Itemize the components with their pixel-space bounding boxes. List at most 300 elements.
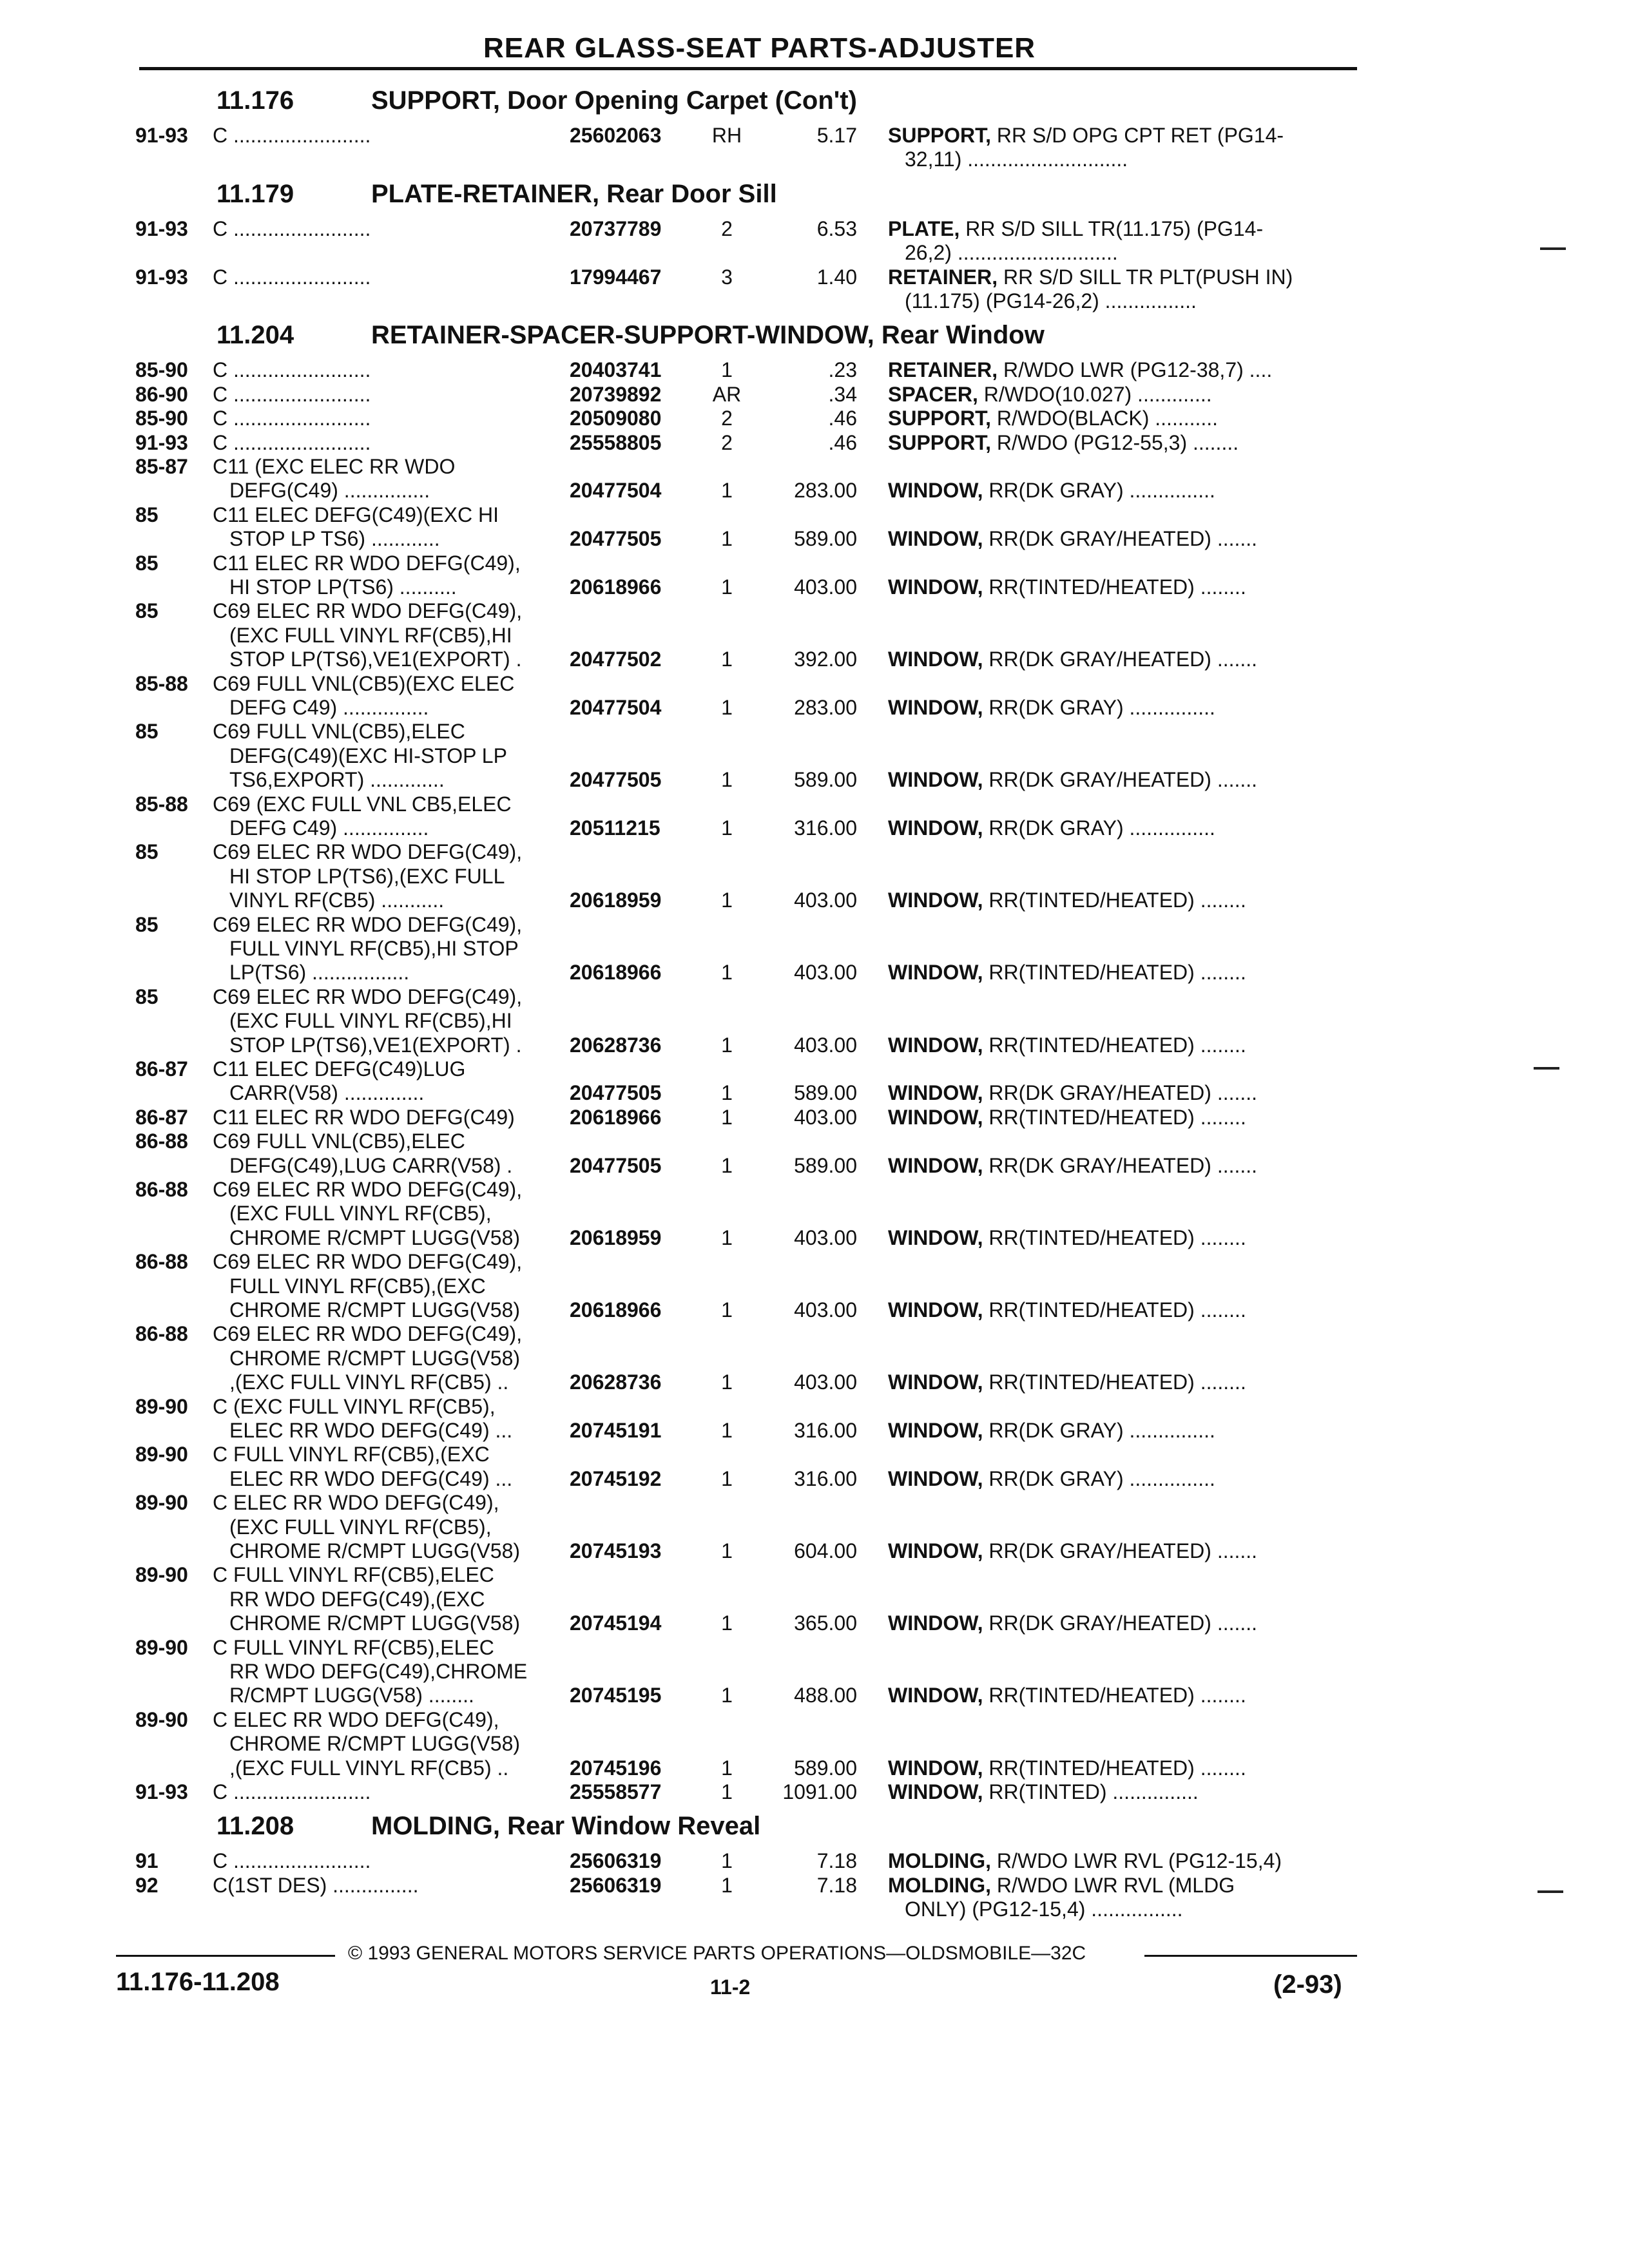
part-name: [888, 527, 1257, 551]
usage-description-cont: ,(EXC FULL VINYL RF(CB5) ..: [229, 1370, 509, 1394]
model-years: 91-93: [135, 431, 188, 454]
part-name-detail: RR(DK GRAY/HEATED) .......: [983, 1154, 1258, 1177]
part-name-noun: WINDOW,: [888, 1780, 983, 1803]
part-name: [888, 1780, 1199, 1804]
parts-row: [0, 696, 1629, 720]
parts-row: [0, 1684, 1629, 1707]
usage-description: C69 ELEC RR WDO DEFG(C49),: [213, 1250, 523, 1273]
usage-description: C ELEC RR WDO DEFG(C49),: [213, 1708, 499, 1731]
part-name: [888, 961, 1246, 985]
part-name: [888, 1033, 1246, 1057]
quantity: 1: [721, 648, 733, 671]
part-name-cont: 32,11) ............................: [905, 148, 1128, 171]
usage-description: C ........................: [213, 1780, 371, 1803]
parts-row: [0, 1491, 1629, 1515]
model-years: 86-88: [135, 1129, 188, 1153]
price: 403.00: [794, 1106, 857, 1129]
parts-row: [0, 289, 1629, 313]
footer-section-range: 11.176-11.208: [116, 1968, 280, 1996]
usage-description-cont: VINYL RF(CB5) ...........: [229, 889, 445, 912]
part-number: 20739892: [570, 383, 662, 406]
parts-row: [0, 1057, 1629, 1081]
parts-row: [0, 1298, 1629, 1322]
part-name-noun: WINDOW,: [888, 1298, 983, 1321]
part-name: [888, 358, 1272, 382]
model-years: 86-88: [135, 1178, 188, 1201]
usage-description: C11 (EXC ELEC RR WDO: [213, 455, 456, 478]
part-name-detail: RR(TINTED/HEATED) ........: [983, 1756, 1246, 1780]
usage-description: C69 FULL VNL(CB5)(EXC ELEC: [213, 672, 515, 695]
model-years: 89-90: [135, 1636, 188, 1659]
parts-row: [0, 816, 1629, 840]
usage-description: C(1ST DES) ...............: [213, 1874, 419, 1897]
part-name-noun: WINDOW,: [888, 1033, 983, 1057]
price: 1091.00: [782, 1780, 857, 1803]
parts-row: [0, 552, 1629, 575]
usage-description-cont: STOP LP TS6) ............: [229, 527, 440, 550]
part-name-noun: WINDOW,: [888, 1684, 983, 1707]
price: 283.00: [794, 479, 857, 502]
parts-row: [0, 1322, 1629, 1346]
part-name: [888, 1419, 1215, 1443]
part-number: 25558805: [570, 431, 662, 454]
parts-row: [0, 1178, 1629, 1202]
price: .46: [828, 431, 857, 454]
part-name-detail: RR(TINTED/HEATED) ........: [983, 1033, 1246, 1057]
part-name: [888, 217, 1263, 241]
price: 403.00: [794, 1370, 857, 1394]
part-name: [888, 816, 1215, 840]
usage-description-cont: CHROME R/CMPT LUGG(V58): [229, 1732, 521, 1755]
section-number: 11.208: [217, 1812, 294, 1841]
parts-row: [0, 1009, 1629, 1033]
usage-description-cont: CARR(V58) ..............: [229, 1081, 425, 1104]
model-years: 85: [135, 840, 159, 863]
quantity: 1: [721, 1874, 733, 1897]
model-years: 85-87: [135, 455, 188, 478]
part-name-cont: (11.175) (PG14-26,2) ................: [905, 289, 1197, 312]
parts-row: [0, 768, 1629, 792]
price: 403.00: [794, 1298, 857, 1321]
part-name-noun: WINDOW,: [888, 479, 983, 502]
parts-row: [0, 624, 1629, 648]
parts-row: [0, 1129, 1629, 1153]
part-name-detail: RR S/D SILL TR(11.175) (PG14-: [959, 217, 1264, 240]
part-name-detail: RR(TINTED/HEATED) ........: [983, 961, 1246, 984]
part-name-detail: RR S/D SILL TR PLT(PUSH IN): [998, 265, 1293, 289]
part-number: 20745196: [570, 1756, 662, 1780]
part-number: 25606319: [570, 1849, 662, 1872]
part-name-detail: RR(DK GRAY) ...............: [983, 479, 1215, 502]
model-years: 85: [135, 985, 159, 1008]
price: 1.40: [816, 265, 857, 289]
part-name-cont: ONLY) (PG12-15,4) ................: [905, 1898, 1183, 1921]
model-years: 86-88: [135, 1250, 188, 1273]
parts-row: [0, 1588, 1629, 1611]
margin-mark: [1534, 1067, 1559, 1070]
part-number: 20618966: [570, 575, 662, 599]
parts-row: [0, 1708, 1629, 1732]
parts-row: [0, 937, 1629, 961]
part-name-noun: WINDOW,: [888, 1419, 983, 1442]
part-name-noun: SUPPORT,: [888, 124, 992, 147]
quantity: 1: [721, 696, 733, 719]
quantity: 1: [721, 1467, 733, 1490]
parts-row: [0, 1347, 1629, 1370]
usage-description: C ........................: [213, 431, 371, 454]
usage-description-cont: HI STOP LP(TS6) ..........: [229, 575, 457, 599]
model-years: 86-87: [135, 1106, 188, 1129]
part-name-noun: WINDOW,: [888, 1106, 983, 1129]
part-name-detail: RR(TINTED/HEATED) ........: [983, 1298, 1246, 1321]
usage-description: C ........................: [213, 1849, 371, 1872]
model-years: 85-88: [135, 793, 188, 816]
price: 488.00: [794, 1684, 857, 1707]
usage-description-cont: (EXC FULL VINYL RF(CB5),HI: [229, 1009, 512, 1032]
parts-row: [0, 1732, 1629, 1756]
quantity: 1: [721, 1849, 733, 1872]
part-number: 17994467: [570, 265, 662, 289]
model-years: 91-93: [135, 124, 188, 147]
price: 589.00: [794, 1756, 857, 1780]
part-name-detail: RR(DK GRAY/HEATED) .......: [983, 1539, 1258, 1562]
model-years: 89-90: [135, 1395, 188, 1418]
part-name-detail: RR(DK GRAY) ...............: [983, 696, 1215, 719]
part-name-detail: R/WDO(BLACK) ...........: [991, 407, 1219, 430]
model-years: 85: [135, 599, 159, 622]
part-name-noun: WINDOW,: [888, 575, 983, 599]
part-name: [888, 124, 1284, 148]
usage-description-cont: ,(EXC FULL VINYL RF(CB5) ..: [229, 1756, 509, 1780]
quantity: 1: [721, 527, 733, 550]
section-number: 11.176: [217, 86, 294, 115]
parts-row: [0, 455, 1629, 479]
part-name: [888, 889, 1246, 912]
part-name-noun: SUPPORT,: [888, 407, 992, 430]
price: .34: [828, 383, 857, 406]
model-years: 91-93: [135, 217, 188, 240]
part-name-noun: WINDOW,: [888, 816, 983, 840]
price: 403.00: [794, 889, 857, 912]
part-name-detail: RR(DK GRAY/HEATED) .......: [983, 527, 1258, 550]
price: 5.17: [816, 124, 857, 147]
part-number: 20511215: [570, 816, 660, 840]
quantity: 2: [721, 407, 733, 430]
parts-row: [0, 1611, 1629, 1635]
quantity: 1: [721, 889, 733, 912]
part-name-detail: RR(DK GRAY/HEATED) .......: [983, 1611, 1258, 1635]
part-name-detail: R/WDO(10.027) .............: [978, 383, 1212, 406]
model-years: 91-93: [135, 1780, 188, 1803]
parts-row: [0, 124, 1629, 148]
usage-description: C FULL VINYL RF(CB5),ELEC: [213, 1563, 494, 1586]
parts-row: [0, 1467, 1629, 1491]
part-name-detail: RR(TINTED) ...............: [983, 1780, 1199, 1803]
quantity: 1: [721, 1539, 733, 1562]
parts-row: [0, 527, 1629, 551]
parts-row: [0, 1563, 1629, 1587]
usage-description-cont: DEFG(C49),LUG CARR(V58) .: [229, 1154, 513, 1177]
usage-description: C69 ELEC RR WDO DEFG(C49),: [213, 1178, 523, 1201]
usage-description: C11 ELEC DEFG(C49)(EXC HI: [213, 503, 499, 526]
part-name-detail: RR(DK GRAY/HEATED) .......: [983, 648, 1258, 671]
model-years: 85-90: [135, 358, 188, 381]
usage-description-cont: (EXC FULL VINYL RF(CB5),HI: [229, 624, 512, 647]
footer-revision-date: (2-93): [1273, 1970, 1342, 1999]
price: 316.00: [794, 816, 857, 840]
part-name-noun: WINDOW,: [888, 1467, 983, 1490]
parts-row: [0, 1395, 1629, 1419]
section-title: PLATE-RETAINER, Rear Door Sill: [371, 179, 777, 208]
part-name-detail: R/WDO LWR (PG12-38,7) ....: [998, 358, 1273, 381]
quantity: 1: [721, 358, 733, 381]
part-name-detail: RR S/D OPG CPT RET (PG14-: [991, 124, 1284, 147]
part-name-noun: WINDOW,: [888, 1539, 983, 1562]
part-number: 20403741: [570, 358, 662, 381]
part-number: 20618966: [570, 1298, 662, 1321]
part-name: [888, 1849, 1282, 1873]
parts-row: [0, 1154, 1629, 1178]
price: 589.00: [794, 1154, 857, 1177]
part-name-noun: PLATE,: [888, 217, 960, 240]
part-name-detail: RR(TINTED/HEATED) ........: [983, 1106, 1246, 1129]
parts-row: [0, 1780, 1629, 1804]
price: 589.00: [794, 1081, 857, 1104]
footer-page-number: 11-2: [710, 1975, 751, 1999]
part-number: 20745192: [570, 1467, 662, 1490]
usage-description: C11 ELEC DEFG(C49)LUG: [213, 1057, 466, 1081]
usage-description-cont: RR WDO DEFG(C49),(EXC: [229, 1588, 485, 1611]
part-number: 25602063: [570, 124, 662, 147]
price: 604.00: [794, 1539, 857, 1562]
footer-rule-left: [116, 1955, 335, 1957]
usage-description: C69 ELEC RR WDO DEFG(C49),: [213, 599, 523, 622]
price: .46: [828, 407, 857, 430]
usage-description: C ........................: [213, 124, 371, 147]
quantity: 1: [721, 1370, 733, 1394]
quantity: 1: [721, 1780, 733, 1803]
part-name: [888, 1539, 1257, 1563]
part-name: [888, 479, 1215, 503]
parts-row: [0, 575, 1629, 599]
price: .23: [828, 358, 857, 381]
part-name: [888, 431, 1239, 455]
usage-description-cont: STOP LP(TS6),VE1(EXPORT) .: [229, 1033, 522, 1057]
footer-copyright: © 1993 GENERAL MOTORS SERVICE PARTS OPERATIONS—OLDSMOBILE—32C: [348, 1943, 1086, 1964]
part-name: [888, 1684, 1246, 1707]
model-years: 85: [135, 503, 159, 526]
price: 403.00: [794, 575, 857, 599]
part-name-detail: RR(TINTED/HEATED) ........: [983, 575, 1246, 599]
part-name-detail: RR(TINTED/HEATED) ........: [983, 1370, 1246, 1394]
parts-row: [0, 1033, 1629, 1057]
usage-description: C ........................: [213, 383, 371, 406]
part-number: 20618959: [570, 1226, 662, 1249]
usage-description-cont: FULL VINYL RF(CB5),HI STOP: [229, 937, 519, 960]
part-number: 20477505: [570, 527, 662, 550]
parts-row: [0, 648, 1629, 671]
part-number: 20477505: [570, 1081, 662, 1104]
quantity: 1: [721, 961, 733, 984]
section-number: 11.179: [217, 179, 294, 208]
parts-row: [0, 1874, 1629, 1898]
part-name-noun: WINDOW,: [888, 961, 983, 984]
quantity: 1: [721, 1298, 733, 1321]
part-name: [888, 1081, 1257, 1105]
parts-row: [0, 913, 1629, 937]
parts-row: [0, 744, 1629, 768]
part-number: 20477505: [570, 768, 662, 791]
usage-description: C11 ELEC RR WDO DEFG(C49): [213, 1106, 515, 1129]
price: 403.00: [794, 1226, 857, 1249]
part-name-noun: RETAINER,: [888, 358, 998, 381]
parts-row: [0, 358, 1629, 382]
model-years: 89-90: [135, 1563, 188, 1586]
quantity: 2: [721, 431, 733, 454]
price: 316.00: [794, 1467, 857, 1490]
part-name-noun: MOLDING,: [888, 1874, 991, 1897]
price: 7.18: [816, 1874, 857, 1897]
price: 316.00: [794, 1419, 857, 1442]
quantity: 1: [721, 768, 733, 791]
parts-row: [0, 1370, 1629, 1394]
usage-description-cont: CHROME R/CMPT LUGG(V58): [229, 1226, 521, 1249]
quantity: 2: [721, 217, 733, 240]
quantity: 1: [721, 1419, 733, 1442]
part-name-cont: 26,2) ............................: [905, 241, 1118, 264]
price: 403.00: [794, 961, 857, 984]
part-number: 20745195: [570, 1684, 662, 1707]
parts-row: [0, 985, 1629, 1009]
model-years: 86-87: [135, 1057, 188, 1081]
part-name-noun: WINDOW,: [888, 768, 983, 791]
part-name: [888, 575, 1246, 599]
usage-description: C69 ELEC RR WDO DEFG(C49),: [213, 985, 523, 1008]
part-name: [888, 1467, 1215, 1491]
part-name-detail: RR(TINTED/HEATED) ........: [983, 889, 1246, 912]
quantity: 1: [721, 575, 733, 599]
parts-row: [0, 1250, 1629, 1274]
parts-row: [0, 1081, 1629, 1105]
usage-description: C ELEC RR WDO DEFG(C49),: [213, 1491, 499, 1514]
parts-row: [0, 961, 1629, 985]
usage-description: C69 ELEC RR WDO DEFG(C49),: [213, 1322, 523, 1345]
parts-row: [0, 503, 1629, 527]
part-name: [888, 1874, 1235, 1898]
usage-description: C ........................: [213, 265, 371, 289]
part-number: 20737789: [570, 217, 662, 240]
margin-mark: [1537, 1890, 1563, 1893]
parts-row: [0, 479, 1629, 503]
quantity: 1: [721, 1106, 733, 1129]
usage-description-cont: DEFG(C49) ...............: [229, 479, 430, 502]
parts-row: [0, 1515, 1629, 1539]
usage-description: C69 (EXC FULL VNL CB5,ELEC: [213, 793, 512, 816]
part-name: [888, 1298, 1246, 1322]
usage-description-cont: STOP LP(TS6),VE1(EXPORT) .: [229, 648, 522, 671]
parts-row: [0, 840, 1629, 864]
model-years: 91: [135, 1849, 159, 1872]
parts-row: [0, 672, 1629, 696]
part-name-noun: WINDOW,: [888, 1611, 983, 1635]
model-years: 86-88: [135, 1322, 188, 1345]
part-name-noun: WINDOW,: [888, 1081, 983, 1104]
price: 392.00: [794, 648, 857, 671]
usage-description-cont: TS6,EXPORT) .............: [229, 768, 445, 791]
model-years: 89-90: [135, 1443, 188, 1466]
parts-row: [0, 431, 1629, 455]
parts-row: [0, 265, 1629, 289]
part-name: [888, 1226, 1246, 1250]
part-name-noun: WINDOW,: [888, 1226, 983, 1249]
model-years: 89-90: [135, 1708, 188, 1731]
part-number: 20628736: [570, 1370, 662, 1394]
quantity: 1: [721, 1611, 733, 1635]
parts-row: [0, 889, 1629, 912]
usage-description: C ........................: [213, 358, 371, 381]
part-name-noun: RETAINER,: [888, 265, 998, 289]
part-number: 20509080: [570, 407, 662, 430]
usage-description: C ........................: [213, 217, 371, 240]
part-name: [888, 1756, 1246, 1780]
price: 6.53: [816, 217, 857, 240]
quantity: 1: [721, 479, 733, 502]
parts-row: [0, 1660, 1629, 1684]
part-name: [888, 265, 1293, 289]
part-name-detail: RR(TINTED/HEATED) ........: [983, 1226, 1246, 1249]
part-name-detail: R/WDO LWR RVL (PG12-15,4): [990, 1849, 1282, 1872]
parts-row: [0, 1202, 1629, 1225]
parts-row: [0, 793, 1629, 816]
usage-description-cont: ELEC RR WDO DEFG(C49) ...: [229, 1419, 513, 1442]
part-name-noun: WINDOW,: [888, 1370, 983, 1394]
usage-description: C ........................: [213, 407, 371, 430]
price: 589.00: [794, 768, 857, 791]
quantity: 1: [721, 1226, 733, 1249]
part-name: [888, 696, 1215, 720]
usage-description-cont: CHROME R/CMPT LUGG(V58): [229, 1611, 521, 1635]
usage-description-cont: DEFG C49) ...............: [229, 816, 429, 840]
part-name-noun: WINDOW,: [888, 696, 983, 719]
quantity: 1: [721, 1684, 733, 1707]
usage-description: C11 ELEC RR WDO DEFG(C49),: [213, 552, 521, 575]
part-number: 20618966: [570, 1106, 662, 1129]
quantity: 1: [721, 816, 733, 840]
usage-description: C69 FULL VNL(CB5),ELEC: [213, 1129, 465, 1153]
part-name-noun: WINDOW,: [888, 1756, 983, 1780]
usage-description-cont: (EXC FULL VINYL RF(CB5),: [229, 1202, 492, 1225]
section-title: SUPPORT, Door Opening Carpet (Con't): [371, 86, 857, 115]
parts-row: [0, 1539, 1629, 1563]
parts-row: [0, 1419, 1629, 1443]
usage-description: C (EXC FULL VINYL RF(CB5),: [213, 1395, 496, 1418]
part-number: 20477504: [570, 696, 662, 719]
page-header-title: REAR GLASS-SEAT PARTS-ADJUSTER: [483, 32, 1036, 64]
part-name-noun: WINDOW,: [888, 889, 983, 912]
part-name-noun: SUPPORT,: [888, 431, 992, 454]
model-years: 85-90: [135, 407, 188, 430]
part-number: 25606319: [570, 1874, 662, 1897]
part-name: [888, 1154, 1257, 1178]
section-number: 11.204: [217, 321, 294, 350]
part-name-noun: WINDOW,: [888, 648, 983, 671]
part-name: [888, 1611, 1257, 1635]
footer-rule-right: [1144, 1955, 1357, 1957]
part-name-noun: MOLDING,: [888, 1849, 991, 1872]
usage-description-cont: FULL VINYL RF(CB5),(EXC: [229, 1274, 486, 1298]
price: 283.00: [794, 696, 857, 719]
part-name: [888, 648, 1257, 671]
